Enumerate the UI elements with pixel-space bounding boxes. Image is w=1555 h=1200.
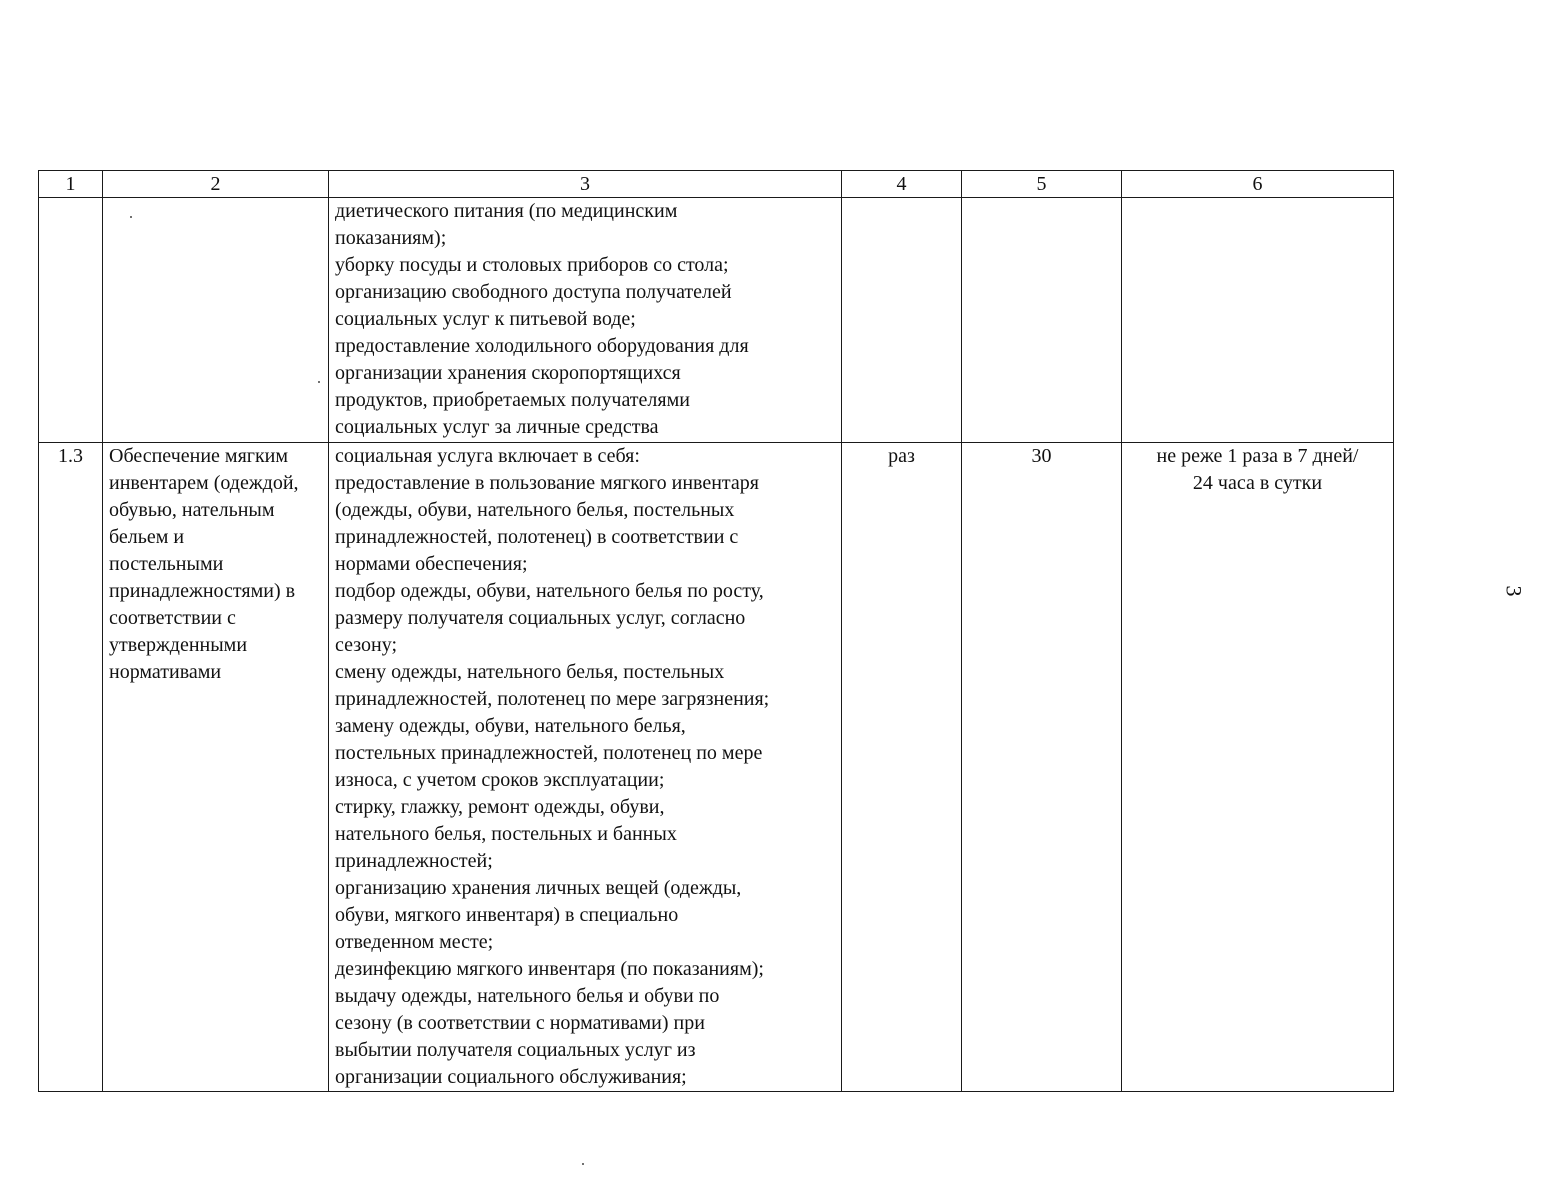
cell-name	[103, 443, 329, 1092]
name-line: постельными	[109, 553, 224, 575]
table-row-continuation	[39, 198, 1394, 443]
description-line: дезинфекцию мягкого инвентаря (по показаниям);	[335, 958, 764, 980]
cell-number	[39, 198, 103, 443]
description-line: выбытии получателя социальных услуг из	[335, 1039, 696, 1061]
cell-periodicity	[1122, 198, 1394, 443]
description-line: отведенном месте;	[335, 931, 494, 953]
scan-speck	[130, 216, 132, 218]
periodicity-line: 24 часа в сутки	[1192, 472, 1323, 494]
header-col-1: 1	[39, 171, 103, 198]
scan-speck	[318, 381, 320, 383]
description-line: нормами обеспечения;	[335, 553, 528, 575]
cell-name	[103, 198, 329, 443]
header-col-5: 5	[962, 171, 1122, 198]
header-col-3: 3	[329, 171, 842, 198]
cell-quantity	[962, 198, 1122, 443]
description-line: подбор одежды, обуви, нательного белья по росту,	[335, 580, 764, 602]
description-line: сезону;	[335, 634, 398, 656]
cell-periodicity	[1122, 443, 1394, 1092]
description-line: износа, с учетом сроков эксплуатации;	[335, 769, 665, 791]
header-col-6: 6	[1122, 171, 1394, 198]
name-line: бельем и	[109, 526, 185, 548]
description-line: продуктов, приобретаемых получателями	[335, 389, 690, 411]
description-line: социальных услуг за личные средства	[335, 416, 659, 438]
cell-number: 1.3	[39, 443, 103, 1092]
periodicity-line: не реже 1 раза в 7 дней/	[1156, 445, 1359, 467]
scan-speck	[582, 1163, 584, 1165]
description-line: предоставление холодильного оборудования для	[335, 335, 749, 357]
description-line: (одежды, обуви, нательного белья, постельных	[335, 499, 735, 521]
description-line: принадлежностей;	[335, 850, 493, 872]
description-line: принадлежностей, полотенец по мере загрязнения;	[335, 688, 770, 710]
name-line: нормативами	[109, 661, 222, 683]
description-line: социальная услуга включает в себя:	[335, 445, 640, 467]
cell-unit: раз	[842, 443, 962, 1092]
cell-quantity: 30	[962, 443, 1122, 1092]
name-line: инвентарем (одеждой,	[109, 472, 299, 494]
description-line: социальных услуг к питьевой воде;	[335, 308, 636, 330]
description-line: организацию свободного доступа получателей	[335, 281, 732, 303]
description-line: смену одежды, нательного белья, постельных	[335, 661, 725, 683]
table-header-row	[39, 171, 1394, 198]
services-table	[38, 170, 1394, 1092]
description-line: обуви, мягкого инвентаря) в специально	[335, 904, 679, 926]
header-col-4: 4	[842, 171, 962, 198]
description-line: предоставление в пользование мягкого инвентаря	[335, 472, 759, 494]
name-line: принадлежностями) в	[109, 580, 296, 602]
name-line: обувью, нательным	[109, 499, 275, 521]
description-line: постельных принадлежностей, полотенец по мере	[335, 742, 763, 764]
description-line: стирку, глажку, ремонт одежды, обуви,	[335, 796, 665, 818]
description-line: нательного белья, постельных и банных	[335, 823, 677, 845]
page-number: 3	[1501, 585, 1527, 597]
description-line: уборку посуды и столовых приборов со стола;	[335, 254, 729, 276]
description-line: принадлежностей, полотенец) в соответствии с	[335, 526, 739, 548]
description-line: размеру получателя социальных услуг, согласно	[335, 607, 746, 629]
name-line: соответствии с	[109, 607, 236, 629]
cell-description	[329, 198, 842, 443]
name-line: Обеспечение мягким	[109, 445, 289, 467]
description-line: выдачу одежды, нательного белья и обуви по	[335, 985, 720, 1007]
name-line: утвержденными	[109, 634, 248, 656]
description-line: организации социального обслуживания;	[335, 1066, 687, 1088]
description-line: диетического питания (по медицинским	[335, 200, 678, 222]
table-row-1-3	[39, 443, 1394, 1092]
cell-unit	[842, 198, 962, 443]
description-line: сезону (в соответствии с нормативами) при	[335, 1012, 705, 1034]
header-col-2: 2	[103, 171, 329, 198]
description-line: замену одежды, обуви, нательного белья,	[335, 715, 686, 737]
description-line: организации хранения скоропортящихся	[335, 362, 681, 384]
description-line: показаниям);	[335, 227, 447, 249]
description-line: организацию хранения личных вещей (одежды,	[335, 877, 742, 899]
cell-description	[329, 443, 842, 1092]
